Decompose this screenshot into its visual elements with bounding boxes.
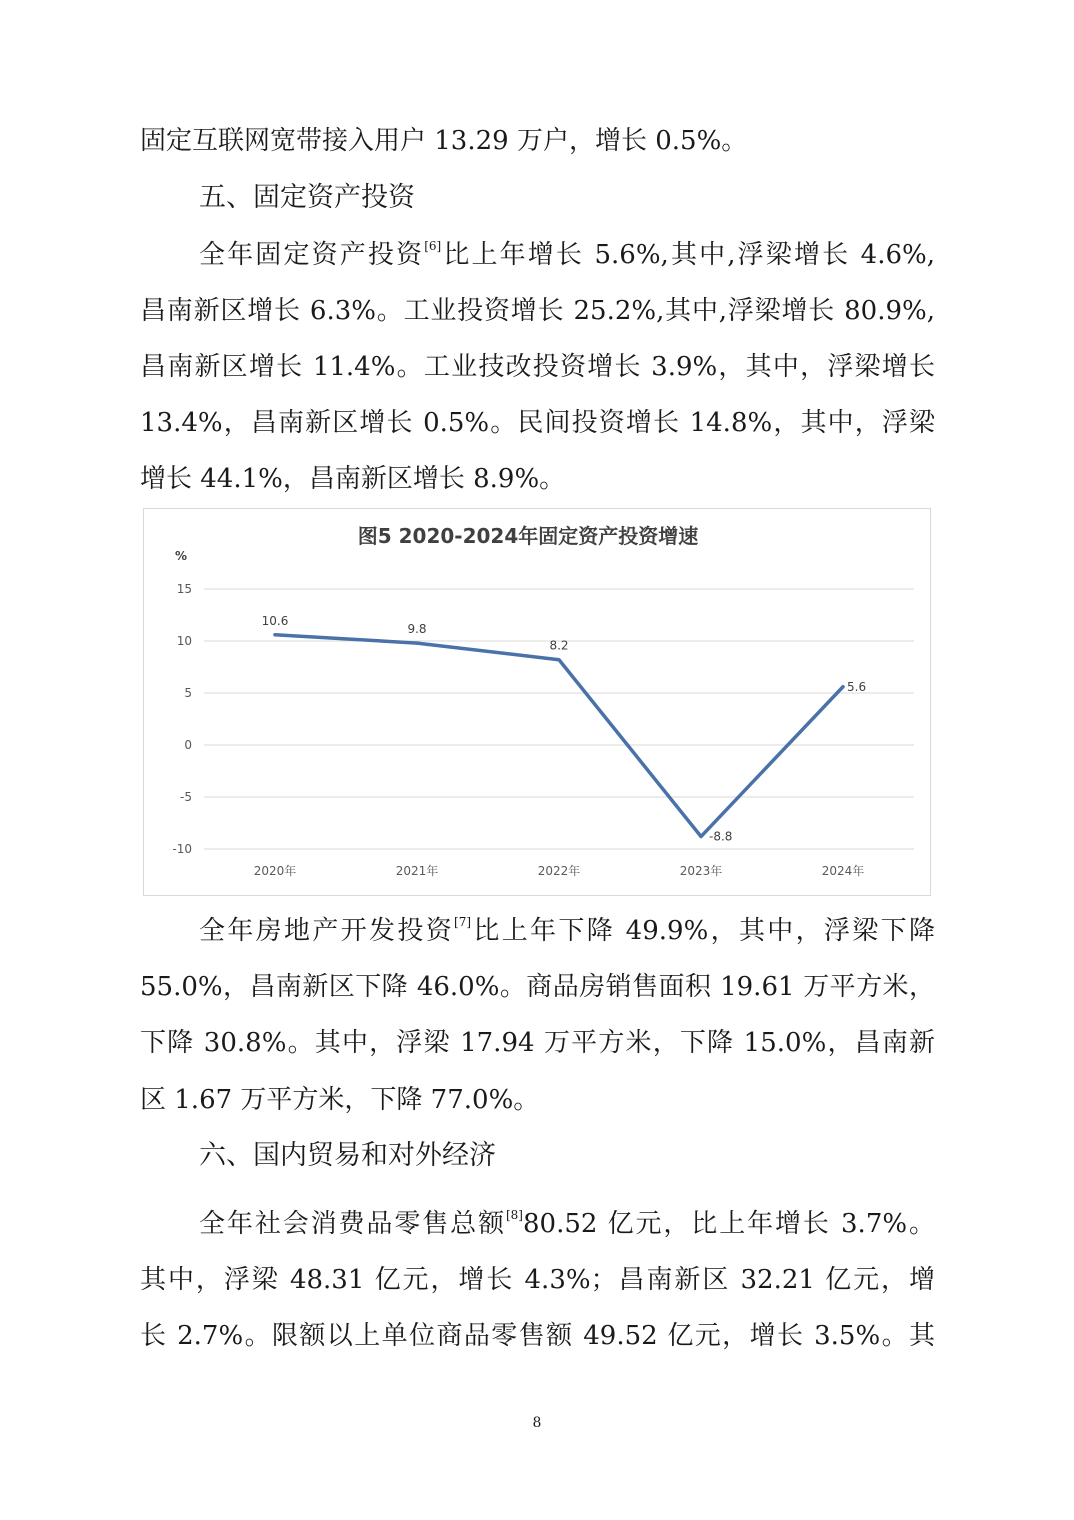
data-label: -8.8 — [709, 829, 733, 844]
data-label: 9.8 — [407, 622, 427, 637]
paragraph-line — [199, 238, 935, 272]
x-tick-label: 2024年 — [821, 864, 865, 878]
data-label: 8.2 — [549, 638, 569, 653]
text-span: 全年社会消费品零售总额 — [199, 1209, 506, 1239]
paragraph-line — [199, 1207, 935, 1241]
paragraph-line: 下降 30.8%。其中，浮梁 17.94 万平方米，下降 15.0%，昌南新 — [140, 1028, 935, 1058]
x-tick-label: 2022年 — [537, 864, 581, 878]
paragraph-line: 13.4%，昌南新区增长 0.5%。民间投资增长 14.8%，其中，浮梁 — [140, 408, 935, 438]
x-tick-label: 2020年 — [253, 864, 297, 878]
footnote-ref: [6] — [424, 239, 442, 253]
data-point — [416, 642, 419, 645]
y-tick-label: 5 — [184, 686, 192, 700]
chart-title: 图5 2020-2024年固定资产投资增速 — [357, 524, 699, 548]
paragraph-line: 昌南新区增长 6.3%。工业投资增长 25.2%,其中,浮梁增长 80.9%, — [140, 296, 935, 326]
y-tick-label: 10 — [176, 634, 192, 648]
paragraph-line: 固定互联网宽带接入用户 13.29 万户，增长 0.5%。 — [140, 126, 748, 156]
y-tick-label: 0 — [184, 738, 192, 752]
data-label: 10.6 — [261, 613, 289, 628]
text-span: 比上年下降 49.9%，其中，浮梁下降 — [471, 916, 935, 946]
data-point — [842, 685, 845, 688]
paragraph-line: 增长 44.1%，昌南新区增长 8.9%。 — [140, 464, 566, 494]
paragraph-line: 其中，浮梁 48.31 亿元，增长 4.3%；昌南新区 32.21 亿元，增 — [140, 1265, 935, 1295]
y-axis-unit-label: % — [175, 549, 188, 563]
footnote-ref: [7] — [454, 915, 472, 929]
paragraph-line: 55.0%，昌南新区下降 46.0%。商品房销售面积 19.61 万平方米， — [140, 972, 935, 1002]
chart-canvas — [144, 509, 932, 897]
page-number: 8 — [532, 1415, 542, 1431]
paragraph-line: 长 2.7%。限额以上单位商品零售额 49.52 亿元，增长 3.5%。其 — [140, 1321, 935, 1351]
data-point — [700, 835, 703, 838]
data-label: 5.6 — [847, 679, 867, 694]
paragraph-line: 区 1.67 万平方米，下降 77.0%。 — [140, 1085, 540, 1115]
section-heading-trade: 六、国内贸易和对外经济 — [199, 1140, 496, 1171]
y-tick-label: 15 — [176, 582, 192, 596]
text-span: 比上年增长 5.6%,其中,浮梁增长 4.6%, — [441, 240, 935, 270]
text-span: 全年房地产开发投资 — [199, 916, 455, 946]
section-heading-fixed-assets: 五、固定资产投资 — [199, 182, 415, 213]
x-tick-label: 2021年 — [395, 864, 439, 878]
x-tick-label: 2023年 — [679, 864, 723, 878]
data-point — [558, 658, 561, 661]
y-tick-label: -10 — [172, 842, 192, 856]
text-span: 80.52 亿元，比上年增长 3.7%。 — [522, 1209, 935, 1239]
data-point — [274, 633, 277, 636]
text-span: 全年固定资产投资 — [199, 240, 425, 270]
footnote-ref: [8] — [505, 1208, 523, 1222]
line-chart — [143, 508, 931, 896]
paragraph-line: 昌南新区增长 11.4%。工业技改投资增长 3.9%，其中，浮梁增长 — [140, 352, 935, 382]
y-tick-label: -5 — [180, 790, 192, 804]
paragraph-line — [199, 914, 935, 948]
series-line — [275, 635, 843, 837]
